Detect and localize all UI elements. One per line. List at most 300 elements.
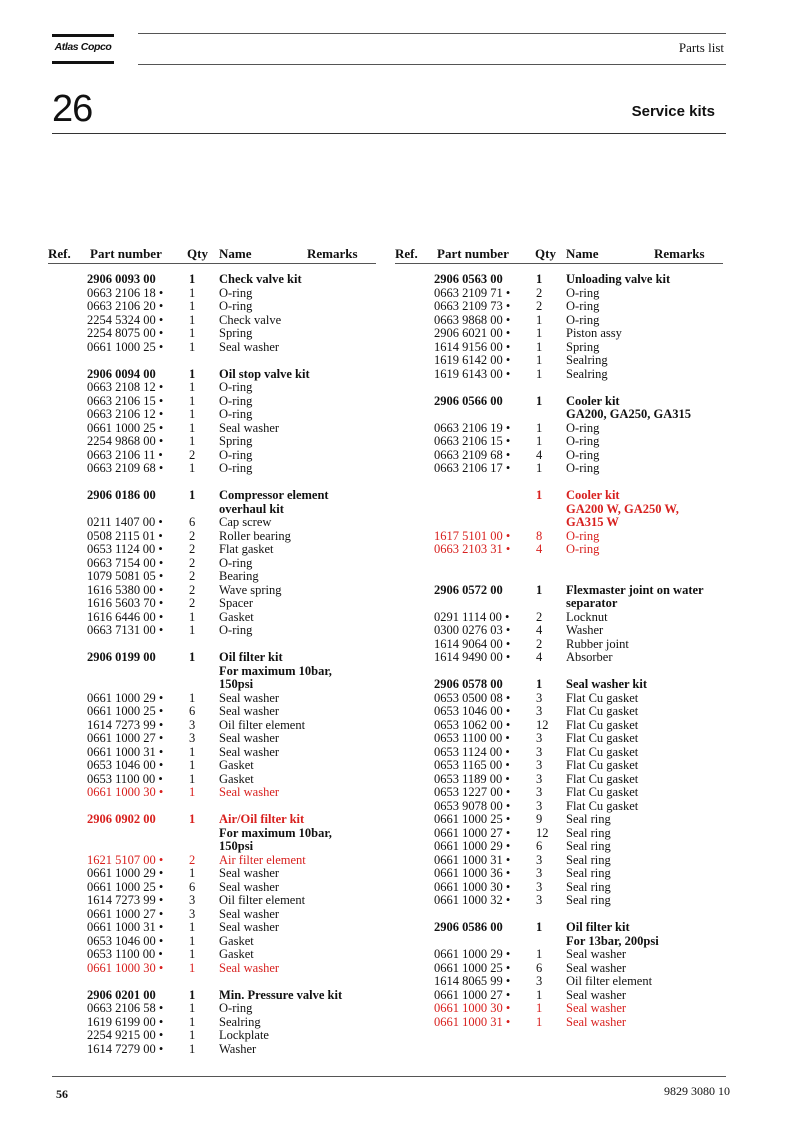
part-number: 0663 7131 00 • [87, 623, 164, 637]
part-number: 2906 0572 00 [434, 582, 503, 597]
part-name: Seal washer [566, 960, 627, 975]
part-number: 0508 2115 01 • [87, 528, 163, 543]
quantity: 3 [536, 690, 543, 705]
quantity: 1 [189, 609, 196, 624]
part-number: 0653 1046 00 • [434, 704, 511, 718]
quantity: 1 [189, 393, 196, 408]
quantity: 6 [189, 704, 196, 718]
part-number: 0653 1100 00 • [434, 731, 510, 745]
part-number: 2906 6021 00 • [434, 326, 511, 340]
quantity: 1 [189, 312, 196, 327]
quantity: 1 [536, 987, 543, 1002]
col-header-remarks: Remarks [654, 246, 705, 261]
quantity: 1 [536, 420, 543, 435]
header-rule-mid [138, 64, 726, 65]
part-number: 2906 0093 00 [87, 272, 156, 286]
quantity: 1 [536, 920, 543, 934]
part-name: Seal washer [219, 906, 280, 921]
part-name: Gasket [219, 609, 254, 624]
quantity: 1 [536, 1014, 543, 1029]
part-number: 0663 9868 00 • [434, 312, 511, 327]
part-name: Seal washer kit [566, 677, 648, 691]
part-number: 2906 0902 00 [87, 812, 156, 826]
part-number: 0653 1124 00 • [87, 542, 163, 556]
part-number: 2254 9868 00 • [87, 434, 164, 448]
part-number: 0653 1046 00 • [87, 758, 164, 772]
part-number: 0661 1000 25 • [434, 960, 511, 975]
part-name: Seal washer [219, 879, 280, 894]
col-header-ref: Ref. [395, 246, 418, 261]
part-name: Seal washer [566, 1014, 627, 1029]
part-number: 0661 1000 25 • [87, 879, 164, 894]
quantity: 1 [189, 366, 196, 381]
part-number: 0661 1000 36 • [434, 866, 511, 880]
part-name: Oil filter element [219, 893, 306, 907]
part-name: Spacer [219, 596, 254, 610]
part-number: 1614 7273 99 • [87, 717, 164, 732]
part-name: Spring [219, 326, 253, 340]
quantity: 2 [536, 299, 543, 313]
part-name: Oil filter element [566, 974, 653, 988]
part-name: For maximum 10bar, [219, 825, 332, 840]
quantity: 1 [189, 339, 196, 354]
part-number: 0661 1000 25 • [87, 420, 164, 435]
part-number: 2906 0186 00 [87, 488, 156, 502]
quantity: 1 [189, 987, 196, 1002]
part-name: Seal washer [219, 866, 280, 880]
quantity: 6 [536, 839, 543, 853]
quantity: 9 [536, 812, 543, 826]
part-number: 2906 0566 00 [434, 393, 503, 408]
quantity: 3 [536, 866, 543, 880]
part-number: 0661 1000 30 • [87, 785, 164, 799]
part-name: O-ring [566, 542, 600, 556]
part-name: GA315 W [566, 515, 619, 529]
part-number: 1614 9490 00 • [434, 650, 511, 664]
section-title: Service kits [631, 103, 715, 120]
quantity: 1 [189, 812, 196, 826]
part-name: Flat Cu gasket [566, 798, 639, 813]
part-number: 0653 1046 00 • [87, 933, 164, 948]
part-number: 0661 1000 30 • [434, 1001, 511, 1015]
part-number: 0663 2106 17 • [434, 461, 511, 475]
part-name: Seal washer [219, 704, 280, 718]
quantity: 1 [189, 920, 196, 934]
part-name: Cooler kit [566, 393, 620, 408]
part-name: Spring [566, 339, 600, 354]
part-number: 0663 2109 71 • [434, 285, 511, 300]
part-number: 0663 2106 15 • [87, 393, 164, 408]
part-name: Flat Cu gasket [566, 690, 639, 705]
quantity: 1 [189, 488, 196, 502]
part-name: Washer [219, 1041, 257, 1056]
col-header-name: Name [219, 246, 252, 261]
part-number: 1616 6446 00 • [87, 609, 164, 624]
part-number: 2906 0199 00 [87, 650, 156, 664]
part-number: 0661 1000 27 • [434, 825, 511, 840]
footer-rule [52, 1076, 726, 1077]
part-number: 0661 1000 25 • [87, 339, 164, 354]
part-number: 0653 1189 00 • [434, 771, 510, 786]
part-name: O-ring [566, 434, 600, 448]
part-name: Washer [566, 623, 604, 637]
part-name: Flat Cu gasket [566, 771, 639, 786]
part-number: 0663 2106 11 • [87, 447, 163, 462]
quantity: 2 [189, 569, 196, 583]
part-name: Seal ring [566, 893, 611, 907]
part-name: Flat gasket [219, 542, 274, 556]
document-number: 9829 3080 10 [664, 1084, 730, 1098]
part-name: Sealring [566, 366, 608, 381]
part-name: Oil filter kit [566, 920, 630, 934]
quantity: 1 [189, 758, 196, 772]
part-number: 0663 2106 58 • [87, 1001, 164, 1015]
quantity: 3 [536, 771, 543, 786]
part-number: 0661 1000 29 • [87, 690, 164, 705]
quantity: 1 [189, 1028, 196, 1042]
part-number: 0291 1114 00 • [434, 609, 510, 624]
part-name: O-ring [566, 420, 600, 435]
part-number: 0661 1000 31 • [434, 852, 511, 867]
part-number: 0663 2109 73 • [434, 299, 511, 313]
quantity: 1 [536, 312, 543, 327]
quantity: 3 [536, 974, 543, 988]
quantity: 3 [189, 906, 196, 921]
part-number: 0661 1000 32 • [434, 893, 511, 907]
quantity: 1 [189, 744, 196, 759]
part-number: 0653 1062 00 • [434, 717, 511, 732]
part-number: 0661 1000 31 • [87, 920, 164, 934]
part-name: 150psi [219, 839, 254, 853]
quantity: 1 [189, 461, 196, 475]
quantity: 4 [536, 447, 543, 462]
quantity: 6 [189, 879, 196, 894]
part-number: 0663 2109 68 • [434, 447, 511, 462]
part-number: 0661 1000 29 • [434, 839, 511, 853]
part-name: Cooler kit [566, 488, 620, 502]
part-name: O-ring [219, 623, 253, 637]
part-name: Seal washer [566, 1001, 627, 1015]
part-number: 0661 1000 27 • [87, 731, 164, 745]
quantity: 1 [189, 434, 196, 448]
part-name: Seal ring [566, 852, 611, 867]
part-number: 0661 1000 25 • [434, 812, 511, 826]
part-name: O-ring [219, 1001, 253, 1015]
part-number: 2906 0586 00 [434, 920, 503, 934]
quantity: 3 [536, 744, 543, 759]
part-name: For maximum 10bar, [219, 663, 332, 678]
quantity: 1 [536, 677, 543, 691]
part-name: Seal ring [566, 866, 611, 880]
quantity: 1 [536, 353, 543, 367]
part-name: Seal ring [566, 825, 611, 840]
part-number: 0663 2106 18 • [87, 285, 164, 300]
part-name: overhaul kit [219, 501, 284, 516]
quantity: 3 [189, 893, 196, 907]
part-number: 1617 5101 00 • [434, 528, 511, 543]
quantity: 2 [536, 636, 543, 651]
quantity: 2 [189, 447, 196, 462]
quantity: 2 [189, 596, 196, 610]
part-name: Oil stop valve kit [219, 366, 310, 381]
part-number: 2254 8075 00 • [87, 326, 164, 340]
part-number: 0663 2106 15 • [434, 434, 511, 448]
quantity: 2 [536, 609, 543, 624]
part-name: O-ring [219, 555, 253, 570]
quantity: 1 [189, 380, 196, 394]
part-number: 2906 0094 00 [87, 366, 156, 381]
part-name: Seal ring [566, 839, 611, 853]
right-header-rule [395, 263, 723, 264]
part-number: 0663 2103 31 • [434, 542, 511, 556]
part-name: O-ring [566, 299, 600, 313]
col-header-ref: Ref. [48, 246, 71, 261]
quantity: 1 [189, 1001, 196, 1015]
quantity: 1 [189, 933, 196, 948]
quantity: 8 [536, 528, 543, 543]
quantity: 1 [189, 960, 196, 975]
left-header-rule [48, 263, 376, 264]
atlas-copco-logo [52, 34, 114, 64]
part-number: 0661 1000 29 • [434, 947, 511, 961]
quantity: 1 [536, 393, 543, 408]
part-number: 1616 5380 00 • [87, 582, 164, 597]
quantity: 3 [536, 785, 543, 799]
col-header-qty: Qty [535, 246, 556, 261]
quantity: 3 [536, 758, 543, 772]
quantity: 3 [536, 852, 543, 867]
quantity: 3 [536, 798, 543, 813]
part-name: Gasket [219, 933, 254, 948]
part-name: Min. Pressure valve kit [219, 987, 343, 1002]
part-name: Gasket [219, 947, 254, 961]
part-name: Seal washer [219, 690, 280, 705]
part-name: Seal washer [219, 785, 280, 799]
quantity: 1 [189, 420, 196, 435]
quantity: 1 [189, 1041, 196, 1056]
part-name: O-ring [566, 447, 600, 462]
part-number: 0663 7154 00 • [87, 555, 164, 570]
quantity: 4 [536, 650, 543, 664]
part-name: Seal washer [219, 744, 280, 759]
part-number: 0663 2106 19 • [434, 420, 511, 435]
quantity: 2 [189, 528, 196, 543]
quantity: 1 [189, 1014, 196, 1029]
quantity: 1 [536, 339, 543, 354]
quantity: 1 [189, 299, 196, 313]
part-name: Flat Cu gasket [566, 731, 639, 745]
part-name: Seal washer [566, 987, 627, 1002]
quantity: 1 [189, 285, 196, 300]
quantity: 3 [536, 731, 543, 745]
quantity: 1 [536, 434, 543, 448]
part-name: Flat Cu gasket [566, 717, 639, 732]
header-rule-top [138, 33, 726, 34]
quantity: 3 [189, 731, 196, 745]
part-number: 0661 1000 31 • [434, 1014, 511, 1029]
part-name: Air filter element [219, 852, 306, 867]
part-name: Roller bearing [219, 528, 291, 543]
part-name: O-ring [566, 312, 600, 327]
part-name: Seal washer [219, 420, 280, 435]
part-name: Unloading valve kit [566, 272, 671, 286]
chapter-number: 26 [52, 88, 93, 130]
part-name: Compressor element [219, 488, 329, 502]
part-name: Oil filter element [219, 717, 306, 732]
part-number: 0653 9078 00 • [434, 798, 511, 813]
part-number: 1614 8065 99 • [434, 974, 511, 988]
quantity: 3 [536, 893, 543, 907]
quantity: 1 [536, 947, 543, 961]
quantity: 1 [189, 947, 196, 961]
part-number: 2254 5324 00 • [87, 312, 164, 327]
quantity: 6 [536, 960, 543, 975]
quantity: 2 [189, 582, 196, 597]
part-number: 0661 1000 27 • [87, 906, 164, 921]
part-number: 0653 0500 08 • [434, 690, 511, 705]
part-name: Check valve [219, 312, 282, 327]
part-name: Lockplate [219, 1028, 269, 1042]
part-number: 1619 6143 00 • [434, 366, 511, 381]
part-number: 0653 1100 00 • [87, 771, 163, 786]
col-header-part-number: Part number [90, 246, 162, 261]
part-number: 1614 9064 00 • [434, 636, 511, 651]
part-number: 0661 1000 30 • [434, 879, 511, 894]
part-name: separator [566, 596, 618, 610]
part-name: Seal washer [219, 960, 280, 975]
part-name: Bearing [219, 569, 259, 583]
quantity: 2 [536, 285, 543, 300]
part-number: 0663 2109 68 • [87, 461, 164, 475]
part-name: O-ring [219, 393, 253, 408]
quantity: 1 [189, 623, 196, 637]
part-name: For 13bar, 200psi [566, 933, 659, 948]
part-name: Seal ring [566, 879, 611, 894]
quantity: 1 [536, 272, 543, 286]
part-number: 0663 2106 12 • [87, 407, 164, 421]
part-name: Spring [219, 434, 253, 448]
part-name: GA200, GA250, GA315 [566, 407, 691, 421]
part-name: Check valve kit [219, 272, 302, 286]
part-number: 0661 1000 27 • [434, 987, 511, 1002]
part-number: 0653 1124 00 • [434, 744, 510, 759]
part-name: Gasket [219, 758, 254, 772]
part-number: 1079 5081 05 • [87, 569, 164, 583]
quantity: 1 [189, 326, 196, 340]
quantity: 1 [536, 326, 543, 340]
col-header-name: Name [566, 246, 599, 261]
part-number: 2906 0201 00 [87, 987, 156, 1002]
part-number: 1621 5107 00 • [87, 852, 164, 867]
quantity: 1 [189, 407, 196, 421]
quantity: 2 [189, 542, 196, 556]
quantity: 4 [536, 542, 543, 556]
part-name: Flat Cu gasket [566, 758, 639, 772]
part-name: O-ring [219, 447, 253, 462]
title-rule [52, 133, 726, 134]
part-name: Seal washer [219, 731, 280, 745]
quantity: 1 [536, 1001, 543, 1015]
part-number: 0653 1227 00 • [434, 785, 511, 799]
logo-text: Atlas Copco [54, 41, 112, 53]
quantity: 1 [189, 650, 196, 664]
part-name: Seal ring [566, 812, 611, 826]
part-name: O-ring [566, 461, 600, 475]
part-name: O-ring [219, 285, 253, 300]
part-number: 0661 1000 31 • [87, 744, 164, 759]
part-name: Oil filter kit [219, 650, 283, 664]
quantity: 2 [189, 852, 196, 867]
doc-type: Parts list [678, 40, 724, 55]
part-name: O-ring [566, 528, 600, 543]
part-name: Absorber [566, 650, 613, 664]
part-number: 2254 9215 00 • [87, 1028, 164, 1042]
part-name: Seal washer [219, 339, 280, 354]
quantity: 1 [189, 771, 196, 786]
col-header-qty: Qty [187, 246, 208, 261]
quantity: 12 [536, 717, 549, 732]
part-number: 0661 1000 29 • [87, 866, 164, 880]
col-header-remarks: Remarks [307, 246, 358, 261]
part-number: 1616 5603 70 • [87, 596, 164, 610]
part-number: 0300 0276 03 • [434, 623, 511, 637]
part-number: 2906 0578 00 [434, 677, 503, 691]
part-number: 0661 1000 25 • [87, 704, 164, 718]
part-name: Flat Cu gasket [566, 704, 639, 718]
quantity: 3 [536, 879, 543, 894]
part-number: 1619 6199 00 • [87, 1014, 164, 1029]
part-number: 0663 2108 12 • [87, 380, 164, 394]
part-name: Locknut [566, 609, 608, 624]
quantity: 1 [189, 272, 196, 286]
quantity: 12 [536, 825, 549, 840]
part-number: 0653 1165 00 • [434, 758, 510, 772]
part-name: Cap screw [219, 515, 272, 529]
part-name: O-ring [219, 380, 253, 394]
part-name: Rubber joint [566, 636, 629, 651]
part-number: 1614 7273 99 • [87, 893, 164, 907]
part-name: Wave spring [219, 582, 282, 597]
part-name: O-ring [219, 299, 253, 313]
part-name: GA200 W, GA250 W, [566, 501, 679, 516]
part-number: 0661 1000 30 • [87, 960, 164, 975]
quantity: 1 [536, 582, 543, 597]
quantity: 1 [536, 461, 543, 475]
part-name: Air/Oil filter kit [219, 812, 305, 826]
part-name: Flat Cu gasket [566, 785, 639, 799]
part-name: Piston assy [566, 326, 622, 340]
quantity: 1 [189, 866, 196, 880]
part-name: Sealring [219, 1014, 261, 1029]
part-name: O-ring [566, 285, 600, 300]
part-name: Flat Cu gasket [566, 744, 639, 759]
col-header-part-number: Part number [437, 246, 509, 261]
quantity: 1 [189, 785, 196, 799]
part-name: Seal washer [566, 947, 627, 961]
part-name: Gasket [219, 771, 254, 786]
part-name: Sealring [566, 353, 608, 367]
quantity: 3 [189, 717, 196, 732]
part-number: 1619 6142 00 • [434, 353, 511, 367]
part-number: 0663 2106 20 • [87, 299, 164, 313]
quantity: 1 [536, 488, 543, 502]
part-number: 0211 1407 00 • [87, 515, 163, 529]
part-name: O-ring [219, 407, 253, 421]
part-number: 0653 1100 00 • [87, 947, 163, 961]
quantity: 6 [189, 515, 196, 529]
part-number: 1614 7279 00 • [87, 1041, 164, 1056]
quantity: 1 [189, 690, 196, 705]
